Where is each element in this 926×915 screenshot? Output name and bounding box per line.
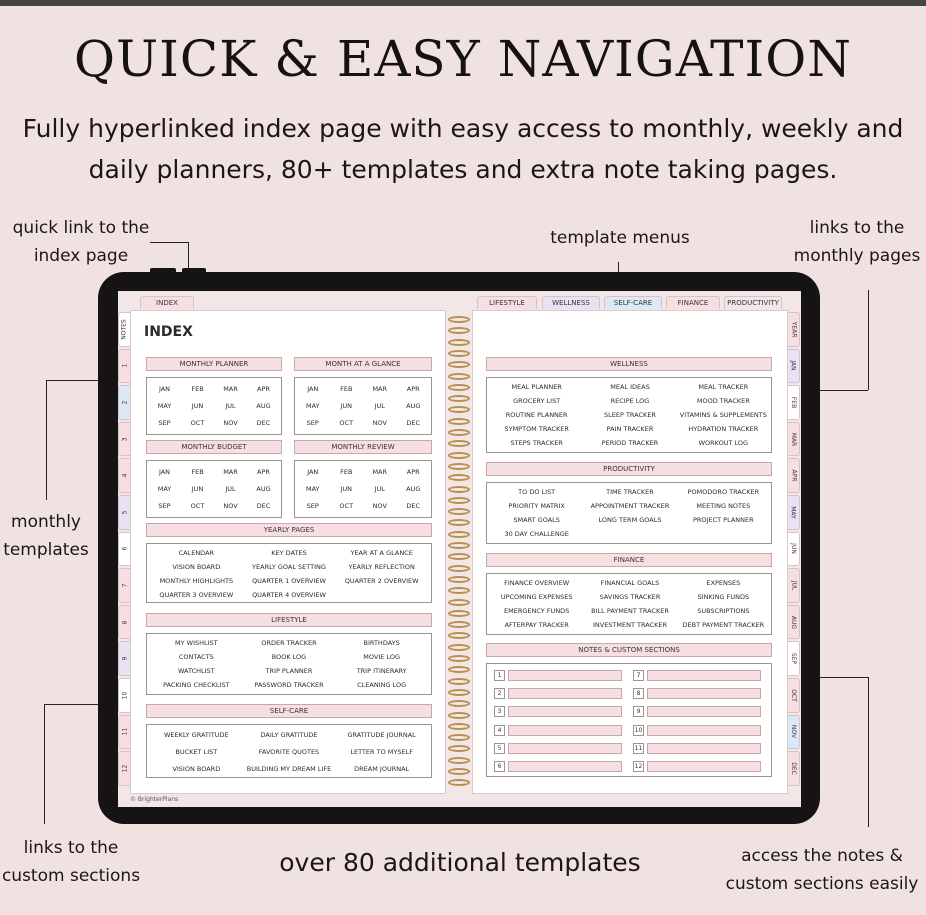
custom-section-field[interactable]: [508, 743, 622, 754]
right-tab-jun[interactable]: [788, 532, 800, 567]
binding-ring: [448, 474, 470, 481]
custom-section-number: 10: [634, 726, 643, 734]
index-link[interactable]: MEAL PLANNER: [511, 383, 562, 391]
right-tab-label: JUL: [789, 580, 797, 591]
binding-ring: [448, 373, 470, 380]
index-link[interactable]: QUARTER 2 OVERVIEW: [344, 577, 419, 585]
index-link[interactable]: NOV: [223, 502, 238, 511]
binding-ring: [448, 700, 470, 707]
binding-ring: [448, 531, 470, 538]
custom-section-field[interactable]: [647, 761, 761, 772]
callout-quick-link: quick link to the index page: [12, 218, 150, 266]
index-link[interactable]: BILL PAYMENT TRACKER: [591, 607, 669, 615]
binding-ring: [448, 565, 470, 572]
binding-ring: [448, 316, 470, 323]
index-link[interactable]: OCT: [190, 502, 205, 511]
callout-line: [150, 242, 188, 243]
custom-section-field[interactable]: [647, 743, 761, 754]
left-tab-7[interactable]: [118, 568, 130, 603]
right-tab-jan[interactable]: [788, 349, 800, 384]
binding-ring: [448, 327, 470, 334]
callout-line: [46, 380, 47, 500]
index-link[interactable]: QUARTER 1 OVERVIEW: [252, 577, 326, 585]
index-link[interactable]: JUN: [340, 484, 353, 493]
section-month-at-a-glance[interactable]: MONTH AT A GLANCE: [294, 357, 432, 371]
index-link[interactable]: QUARTER 3 OVERVIEW: [159, 591, 234, 599]
custom-section-number: 5: [494, 743, 505, 754]
month-grid: [296, 380, 430, 432]
custom-section-row[interactable]: [633, 725, 761, 736]
right-tab-year[interactable]: [788, 312, 800, 347]
index-link[interactable]: WORKOUT LOG: [698, 439, 749, 447]
custom-section-number: 4: [494, 725, 505, 736]
index-link[interactable]: BOOK LOG: [271, 653, 307, 661]
index-link[interactable]: DEBT PAYMENT TRACKER: [682, 621, 765, 629]
index-link[interactable]: JUN: [340, 401, 353, 410]
index-link[interactable]: MOOD TRACKER: [696, 397, 750, 405]
left-tab-12[interactable]: [118, 751, 130, 786]
callout-monthly-templates: monthly templates: [3, 512, 89, 560]
right-tab-label: MAY: [790, 506, 798, 519]
index-link[interactable]: DEC: [256, 502, 271, 511]
binding-ring: [448, 734, 470, 741]
binding-ring: [448, 610, 470, 617]
index-link[interactable]: APR: [406, 384, 420, 393]
index-link[interactable]: SMART GOALS: [513, 516, 560, 524]
right-tab-nov[interactable]: [788, 715, 800, 750]
index-link[interactable]: HYDRATION TRACKER: [688, 425, 759, 433]
left-tab-label: 10: [120, 691, 128, 700]
binding-ring: [448, 486, 470, 493]
index-link[interactable]: APPOINTMENT TRACKER: [590, 502, 670, 510]
left-tab-label: 11: [120, 728, 128, 736]
custom-section-number: 11: [634, 744, 643, 752]
binding-ring: [448, 553, 470, 560]
index-link[interactable]: MAY: [157, 484, 172, 493]
right-tab-oct[interactable]: [788, 678, 800, 713]
index-link[interactable]: FEB: [191, 384, 204, 393]
index-link[interactable]: GRATITUDE JOURNAL: [347, 731, 416, 740]
binding-ring: [448, 452, 470, 459]
index-link[interactable]: PACKING CHECKLIST: [163, 681, 230, 689]
custom-section-row[interactable]: [633, 706, 761, 717]
index-link[interactable]: JUL: [374, 484, 385, 493]
binding-ring: [448, 429, 470, 436]
index-link[interactable]: AUG: [406, 401, 421, 410]
custom-section-number: 1: [494, 670, 505, 681]
custom-section-field[interactable]: [647, 706, 761, 717]
spiral-binding: [446, 316, 472, 791]
index-link[interactable]: MEETING NOTES: [696, 502, 751, 510]
index-link[interactable]: MAR: [223, 384, 238, 393]
left-tab-3[interactable]: [118, 422, 130, 457]
page-title: QUICK & EASY NAVIGATION: [74, 30, 852, 88]
index-link[interactable]: LONG TERM GOALS: [598, 516, 662, 524]
top-tab-wellness[interactable]: WELLNESS: [542, 296, 600, 309]
custom-section-number: 12: [634, 763, 643, 770]
binding-ring: [448, 361, 470, 368]
index-link[interactable]: TIME TRACKER: [606, 488, 654, 496]
custom-section-field[interactable]: [508, 670, 622, 681]
right-tab-feb[interactable]: [788, 385, 800, 420]
binding-ring: [448, 712, 470, 719]
top-tab-productivity[interactable]: PRODUCTIVITY: [724, 296, 782, 309]
index-link[interactable]: NOV: [372, 419, 387, 428]
custom-section-row[interactable]: [633, 688, 761, 699]
right-tab-may[interactable]: [788, 495, 800, 530]
custom-section-row[interactable]: [494, 761, 622, 772]
index-link[interactable]: FINANCIAL GOALS: [600, 579, 660, 587]
selfcare-grid: [150, 727, 428, 777]
index-link[interactable]: YEARLY GOAL SETTING: [252, 563, 326, 571]
lifestyle-grid: [150, 636, 428, 692]
left-tab-label: 5: [120, 510, 128, 515]
index-link[interactable]: AFTERPAY TRACKER: [504, 621, 569, 629]
index-link[interactable]: TRIP PLANNER: [265, 667, 313, 675]
right-tab-label: YEAR: [790, 321, 798, 338]
productivity-grid: [490, 485, 770, 541]
index-link[interactable]: DEC: [406, 419, 421, 428]
index-link[interactable]: JUN: [191, 401, 204, 410]
index-title: INDEX: [144, 324, 193, 340]
index-link[interactable]: PERIOD TRACKER: [601, 439, 659, 447]
binding-ring: [448, 440, 470, 447]
bottom-caption: over 80 additional templates: [279, 848, 641, 877]
index-link[interactable]: JUN: [191, 484, 204, 493]
index-link[interactable]: MAY: [305, 484, 320, 493]
index-link[interactable]: SAVINGS TRACKER: [599, 593, 661, 601]
section-self-care[interactable]: SELF-CARE: [146, 704, 432, 718]
index-link[interactable]: PRIORITY MATRIX: [508, 502, 565, 510]
right-tab-label: SEP: [790, 653, 797, 665]
custom-section-row[interactable]: [494, 743, 622, 754]
section-lifestyle[interactable]: LIFESTYLE: [146, 613, 432, 627]
index-link[interactable]: YEAR AT A GLANCE: [350, 549, 413, 557]
left-tab-8[interactable]: [118, 605, 130, 640]
index-link[interactable]: 30 DAY CHALLENGE: [504, 530, 569, 538]
index-link[interactable]: PASSWORD TRACKER: [254, 681, 324, 689]
callout-notes-access: access the notes & custom sections easily: [725, 846, 919, 894]
index-link[interactable]: PAIN TRACKER: [606, 425, 654, 433]
binding-ring: [448, 768, 470, 775]
index-link[interactable]: AUG: [406, 484, 421, 493]
index-link[interactable]: FAVORITE QUOTES: [258, 747, 320, 756]
copyright-text: © BrighterPlans: [130, 796, 179, 803]
binding-ring: [448, 395, 470, 402]
section-notes[interactable]: NOTES & CUSTOM SECTIONS: [486, 643, 772, 657]
index-link[interactable]: WATCHLIST: [177, 667, 215, 675]
section-monthly-budget[interactable]: MONTHLY BUDGET: [146, 440, 282, 454]
left-tab-5[interactable]: [118, 495, 130, 530]
index-link[interactable]: SLEEP TRACKER: [604, 411, 656, 419]
binding-ring: [448, 644, 470, 651]
right-tab-sep[interactable]: [788, 641, 800, 676]
right-tab-apr[interactable]: [788, 458, 800, 493]
binding-ring: [448, 621, 470, 628]
index-link[interactable]: MY WISHLIST: [175, 639, 218, 647]
index-link[interactable]: SUBSCRIPTIONS: [697, 607, 750, 615]
binding-ring: [448, 689, 470, 696]
right-tab-label: NOV: [790, 725, 797, 739]
index-link[interactable]: ORDER TRACKER: [261, 639, 317, 647]
month-grid: [148, 463, 280, 515]
right-tab-label: MAR: [790, 432, 798, 446]
binding-ring: [448, 587, 470, 594]
binding-ring: [448, 418, 470, 425]
right-tab-label: APR: [790, 469, 797, 482]
binding-ring: [448, 757, 470, 764]
callout-template-menus: template menus: [550, 228, 690, 248]
index-link[interactable]: DREAM JOURNAL: [354, 764, 410, 773]
wellness-grid: [490, 380, 770, 450]
index-link[interactable]: MAY: [305, 401, 320, 410]
binding-ring: [448, 384, 470, 391]
index-link[interactable]: JUL: [225, 484, 236, 493]
left-tab-label: 7: [120, 583, 128, 588]
index-link[interactable]: APR: [257, 467, 270, 476]
custom-section-number: 2: [494, 688, 505, 699]
index-link[interactable]: OCT: [339, 419, 354, 428]
right-tab-label: JAN: [789, 360, 797, 372]
binding-ring: [448, 723, 470, 730]
left-tab-6[interactable]: [118, 532, 130, 567]
binding-ring: [448, 655, 470, 662]
index-link[interactable]: SEP: [158, 502, 171, 511]
left-tab-2[interactable]: [118, 385, 130, 420]
left-tab-label: 1: [120, 363, 128, 368]
top-tab-finance[interactable]: FINANCE: [666, 296, 720, 309]
finance-grid: [490, 576, 770, 632]
index-link[interactable]: JAN: [307, 467, 319, 476]
section-monthly-review[interactable]: MONTHLY REVIEW: [294, 440, 432, 454]
index-link[interactable]: MAR: [372, 467, 388, 476]
callout-line: [868, 677, 869, 827]
left-tab-label: NOTES: [121, 319, 129, 340]
callout-line: [44, 704, 45, 824]
index-link[interactable]: DEC: [256, 419, 271, 428]
binding-ring: [448, 350, 470, 357]
binding-ring: [448, 632, 470, 639]
left-tab-label: 2: [120, 400, 128, 405]
index-link[interactable]: CLEANING LOG: [357, 681, 407, 689]
index-link[interactable]: SEP: [306, 419, 319, 428]
binding-ring: [448, 497, 470, 504]
right-tab-label: OCT: [790, 689, 798, 702]
left-tab-label: 9: [120, 656, 128, 661]
left-tab-label: 8: [120, 620, 128, 625]
custom-section-row[interactable]: [494, 670, 622, 681]
index-link[interactable]: SEP: [306, 502, 319, 511]
index-link[interactable]: DEC: [406, 502, 421, 511]
index-link[interactable]: FEB: [340, 467, 353, 476]
custom-section-row[interactable]: [494, 706, 622, 717]
section-productivity[interactable]: PRODUCTIVITY: [486, 462, 772, 476]
index-link[interactable]: UPCOMING EXPENSES: [500, 593, 573, 601]
index-link[interactable]: FINANCE OVERVIEW: [504, 579, 570, 587]
custom-section-number: 7: [633, 670, 644, 681]
index-link[interactable]: JAN: [158, 467, 171, 476]
index-tab[interactable]: INDEX: [140, 296, 194, 309]
left-tab-label: 6: [120, 546, 128, 551]
index-link[interactable]: SEP: [158, 419, 171, 428]
left-tab-notes[interactable]: [118, 312, 130, 347]
index-link[interactable]: MEAL TRACKER: [698, 383, 749, 391]
index-link[interactable]: QUARTER 4 OVERVIEW: [252, 591, 326, 599]
right-tab-mar[interactable]: [788, 422, 800, 457]
index-link[interactable]: MEAL IDEAS: [610, 383, 650, 391]
right-tab-label: AUG: [790, 615, 797, 629]
binding-ring: [448, 599, 470, 606]
index-link[interactable]: AUG: [256, 401, 271, 410]
custom-section-row[interactable]: [633, 670, 761, 681]
index-link[interactable]: JUL: [225, 401, 236, 410]
binding-ring: [448, 519, 470, 526]
page-subtitle: Fully hyperlinked index page with easy access to monthly, weekly and daily planners, 80+ templates and extra note taking pages.: [22, 114, 904, 184]
custom-section-field[interactable]: [508, 761, 622, 772]
section-finance[interactable]: FINANCE: [486, 553, 772, 567]
index-link[interactable]: BUILDING MY DREAM LIFE: [246, 764, 332, 773]
index-link[interactable]: MAR: [372, 384, 388, 393]
index-link[interactable]: NOV: [372, 502, 387, 511]
section-yearly-pages[interactable]: YEARLY PAGES: [146, 523, 432, 537]
index-link[interactable]: JUL: [374, 401, 385, 410]
index-link[interactable]: MOVIE LOG: [363, 653, 400, 661]
index-link[interactable]: CONTACTS: [178, 653, 214, 661]
right-tab-label: FEB: [790, 396, 798, 409]
index-link[interactable]: TO DO LIST: [518, 488, 556, 496]
callout-custom-links: links to the custom sections: [1, 838, 141, 886]
binding-ring: [448, 542, 470, 549]
right-tab-label: JUN: [790, 543, 797, 555]
binding-ring: [448, 666, 470, 673]
custom-section-row[interactable]: [494, 688, 622, 699]
right-tab-aug[interactable]: [788, 605, 800, 640]
index-link[interactable]: KEY DATES: [271, 549, 307, 557]
callout-line: [868, 290, 869, 390]
section-wellness[interactable]: WELLNESS: [486, 357, 772, 371]
index-link[interactable]: MAR: [223, 467, 238, 476]
custom-section-number: 6: [494, 761, 505, 772]
custom-section-row[interactable]: [633, 743, 761, 754]
top-tab-self-care[interactable]: SELF-CARE: [604, 296, 662, 309]
index-link[interactable]: EMERGENCY FUNDS: [504, 607, 570, 615]
custom-section-field[interactable]: [647, 688, 761, 699]
custom-section-number: 8: [633, 688, 644, 699]
index-link[interactable]: JAN: [158, 384, 171, 393]
binding-ring: [448, 576, 470, 583]
custom-section-field[interactable]: [647, 725, 761, 736]
index-link[interactable]: OCT: [339, 502, 354, 511]
left-tab-label: 4: [120, 473, 128, 478]
left-tab-10[interactable]: [118, 678, 130, 713]
binding-ring: [448, 745, 470, 752]
month-grid: [296, 463, 430, 515]
index-link[interactable]: RECIPE LOG: [610, 397, 650, 405]
index-link[interactable]: GROCERY LIST: [513, 397, 561, 405]
index-link[interactable]: ROUTINE PLANNER: [505, 411, 568, 419]
custom-section-number: 9: [633, 706, 644, 717]
index-link[interactable]: APR: [257, 384, 270, 393]
index-link[interactable]: STEPS TRACKER: [510, 439, 563, 447]
index-link[interactable]: MAY: [157, 401, 172, 410]
index-link[interactable]: MONTHLY HIGHLIGHTS: [159, 577, 234, 585]
index-link[interactable]: INVESTMENT TRACKER: [592, 621, 667, 629]
index-link[interactable]: VITAMINS & SUPPLEMENTS: [679, 411, 767, 419]
index-link[interactable]: BIRTHDAYS: [363, 639, 400, 647]
index-link[interactable]: VISION BOARD: [172, 764, 221, 773]
custom-section-field[interactable]: [508, 688, 622, 699]
top-tab-lifestyle[interactable]: LIFESTYLE: [477, 296, 537, 309]
index-link[interactable]: SINKING FUNDS: [697, 593, 750, 601]
binding-ring: [448, 406, 470, 413]
month-grid: [148, 380, 280, 432]
index-link[interactable]: DAILY GRATITUDE: [260, 731, 318, 740]
index-link[interactable]: PROJECT PLANNER: [693, 516, 754, 524]
right-tab-dec[interactable]: [788, 751, 800, 786]
index-link[interactable]: SYMPTOM TRACKER: [504, 425, 569, 433]
custom-section-field[interactable]: [647, 670, 761, 681]
left-tab-1[interactable]: [118, 349, 130, 384]
section-monthly-planner[interactable]: MONTHLY PLANNER: [146, 357, 282, 371]
index-link[interactable]: FEB: [191, 467, 204, 476]
custom-section-row[interactable]: [633, 761, 761, 772]
custom-section-row[interactable]: [494, 725, 622, 736]
binding-ring: [448, 779, 470, 786]
binding-ring: [448, 339, 470, 346]
index-link[interactable]: POMODORO TRACKER: [687, 488, 760, 496]
index-link[interactable]: FEB: [340, 384, 353, 393]
index-link[interactable]: AUG: [256, 484, 271, 493]
index-link[interactable]: OCT: [190, 419, 205, 428]
custom-section-field[interactable]: [508, 725, 622, 736]
custom-section-field[interactable]: [508, 706, 622, 717]
custom-section-number: 3: [494, 706, 505, 717]
left-tab-9[interactable]: [118, 641, 130, 676]
left-tab-label: 3: [120, 437, 128, 442]
index-link[interactable]: EXPENSES: [706, 579, 741, 587]
index-link[interactable]: LETTER TO MYSELF: [350, 747, 413, 756]
index-link[interactable]: VISION BOARD: [172, 563, 221, 571]
index-link[interactable]: YEARLY REFLECTION: [348, 563, 415, 571]
index-link[interactable]: APR: [406, 467, 420, 476]
index-link[interactable]: CALENDAR: [178, 549, 215, 557]
yearly-grid: [150, 546, 428, 602]
index-link[interactable]: NOV: [223, 419, 238, 428]
right-tab-label: DEC: [790, 762, 798, 775]
binding-ring: [448, 463, 470, 470]
binding-ring: [448, 678, 470, 685]
left-tab-4[interactable]: [118, 458, 130, 493]
right-tab-jul[interactable]: [788, 568, 800, 603]
callout-monthly-links: links to the monthly pages: [793, 218, 921, 266]
index-link[interactable]: TRIP ITINERARY: [356, 667, 407, 675]
index-link[interactable]: WEEKLY GRATITUDE: [163, 731, 229, 740]
top-border: [0, 0, 926, 6]
left-tab-label: 12: [120, 764, 128, 773]
index-link[interactable]: JAN: [307, 384, 319, 393]
binding-ring: [448, 508, 470, 515]
left-tab-11[interactable]: [118, 715, 130, 750]
index-link[interactable]: BUCKET LIST: [175, 747, 218, 756]
